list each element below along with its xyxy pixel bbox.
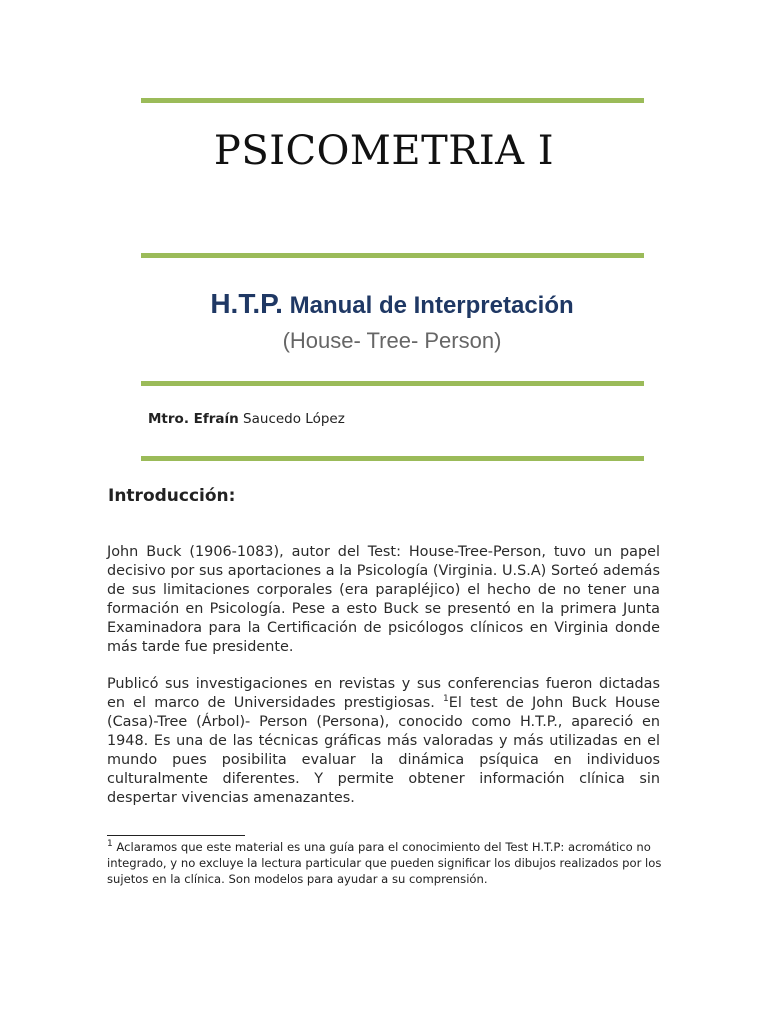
paragraph-2-end: El test de John Buck House (Casa)-Tree (Árbol)- Person (Persona), conocido como H.T.P., apareció en 1948. Es una de las técnicas gráficas más valoradas y más utilizadas en el mundo pues posibilita evaluar la dinámica psíquica en individuos culturalmente diferentes. Y permite obtener información clínica sin despertar vivencias amenazantes. [107,695,660,806]
footnote-line-1 [107,839,663,855]
author-surname: Saucedo López [238,411,345,427]
paragraph-2-start: Publicó sus investigaciones en revistas y sus conferencias fueron dictadas en el marco de Universidades prestigiosas. [107,676,660,711]
author-divider [141,456,644,461]
footnote-line-3: sujetos en la clínica. Son modelos para ayudar a su comprensión. [107,872,488,886]
page-title: PSICOMETRIA I [213,128,555,174]
author-name: Mtro. Efraín [148,411,239,427]
subtitle-expansion: (House- Tree- Person) [282,328,502,353]
section-heading: Introducción: [108,486,236,506]
intro-paragraph-2 [107,675,660,808]
footnote-text-1: Aclaramos que este material es una guía para el conocimiento del Test H.T.P: acromático no [112,840,651,854]
subtitle-acronym: H.T.P. [210,288,283,319]
subtitle-divider [141,381,644,386]
document-subtitle [0,288,768,320]
footnote-marker: 1 [107,839,113,850]
footnote-separator [107,835,245,836]
footnote-reference[interactable]: 1 [443,694,449,705]
intro-paragraph-1: John Buck (1906-1083), autor del Test: House-Tree-Person, tuvo un papel decisivo por sus aportaciones a la Psicología (Virginia. U.S.A) Sorteó además de sus limitaciones corporales (era parapléjico) el hecho de no tener una formación en Psicología. Pese a esto Buck se presentó en la primera Junta Examinadora para la Certificación de psicólogos clínicos en Virginia donde más tarde fue presidente. [107,544,660,655]
title-divider [141,253,644,258]
footnote [107,839,663,887]
footnote-line-2: integrado, y no excluye la lectura particular que pueden significar los dibujos realizados por los [107,856,662,870]
subtitle-text: Manual de Interpretación [282,292,574,319]
top-divider [141,98,644,103]
author-line [148,411,345,427]
